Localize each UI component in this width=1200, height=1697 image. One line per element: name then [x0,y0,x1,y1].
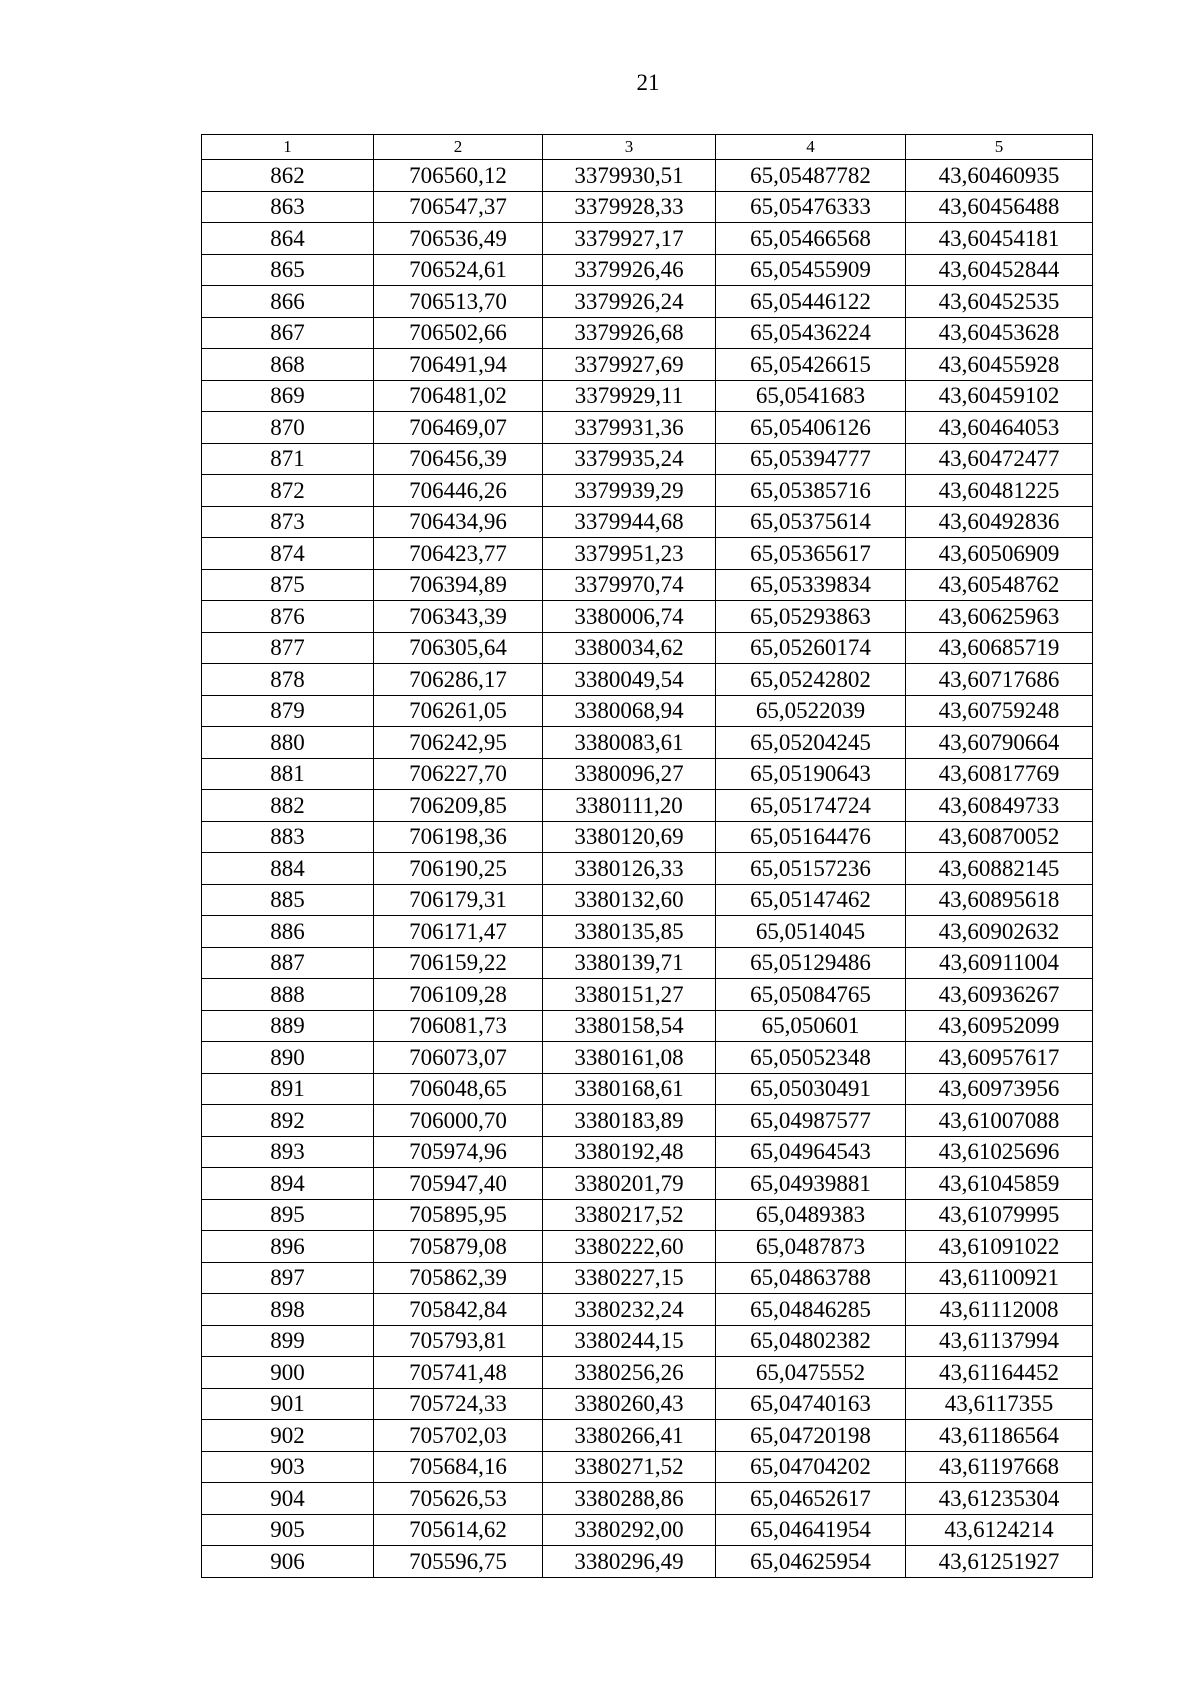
table-header-row [202,135,1093,160]
table-cell: 43,61251927 [906,1546,1093,1578]
table-cell: 706502,66 [374,317,543,349]
table-row [202,1357,1093,1389]
table-cell: 890 [202,1042,374,1074]
table-cell: 3380292,00 [543,1514,716,1546]
table-cell: 3379927,17 [543,223,716,255]
table-cell: 870 [202,412,374,444]
table-cell: 3380192,48 [543,1136,716,1168]
table-cell: 65,0489383 [716,1199,906,1231]
table-cell: 903 [202,1451,374,1483]
table-cell: 3380266,41 [543,1420,716,1452]
table-row [202,349,1093,381]
table-cell: 43,61137994 [906,1325,1093,1357]
table-cell: 3379970,74 [543,569,716,601]
table-cell: 43,61164452 [906,1357,1093,1389]
column-header: 1 [202,135,374,160]
table-cell: 43,60957617 [906,1042,1093,1074]
table-cell: 65,05129486 [716,947,906,979]
table-cell: 3380244,15 [543,1325,716,1357]
table-row [202,979,1093,1011]
table-cell: 65,05375614 [716,506,906,538]
table-cell: 3380288,86 [543,1483,716,1515]
table-cell: 65,04863788 [716,1262,906,1294]
table-cell: 706227,70 [374,758,543,790]
table-cell: 871 [202,443,374,475]
table-cell: 705724,33 [374,1388,543,1420]
table-cell: 706536,49 [374,223,543,255]
table-row [202,1262,1093,1294]
table-cell: 706469,07 [374,412,543,444]
table-cell: 705974,96 [374,1136,543,1168]
table-cell: 65,04704202 [716,1451,906,1483]
table-cell: 705879,08 [374,1231,543,1263]
table-cell: 880 [202,727,374,759]
table-cell: 65,05394777 [716,443,906,475]
table-cell: 43,60790664 [906,727,1093,759]
table-cell: 43,60625963 [906,601,1093,633]
table-cell: 706560,12 [374,160,543,192]
table-cell: 894 [202,1168,374,1200]
table-cell: 3380183,89 [543,1105,716,1137]
table-cell: 705842,84 [374,1294,543,1326]
table-cell: 3379944,68 [543,506,716,538]
table-cell: 886 [202,916,374,948]
table-row [202,758,1093,790]
table-cell: 65,04720198 [716,1420,906,1452]
table-cell: 706286,17 [374,664,543,696]
table-row [202,506,1093,538]
table-cell: 65,05242802 [716,664,906,696]
table-cell: 3379931,36 [543,412,716,444]
table-row [202,1168,1093,1200]
table-row [202,853,1093,885]
table-cell: 65,05204245 [716,727,906,759]
table-cell: 706179,31 [374,884,543,916]
table-cell: 43,60454181 [906,223,1093,255]
table-cell: 43,60506909 [906,538,1093,570]
table-cell: 705626,53 [374,1483,543,1515]
table-cell: 864 [202,223,374,255]
table-cell: 899 [202,1325,374,1357]
table-cell: 706081,73 [374,1010,543,1042]
table-cell: 3380232,24 [543,1294,716,1326]
coordinates-table [201,134,1093,1578]
table-cell: 3380006,74 [543,601,716,633]
table-cell: 65,05406126 [716,412,906,444]
table-cell: 868 [202,349,374,381]
table-cell: 706547,37 [374,191,543,223]
table-row [202,1420,1093,1452]
table-cell: 65,05293863 [716,601,906,633]
table-cell: 873 [202,506,374,538]
table-cell: 65,05487782 [716,160,906,192]
table-row [202,443,1093,475]
table-cell: 3380296,49 [543,1546,716,1578]
table-cell: 43,61235304 [906,1483,1093,1515]
table-row [202,916,1093,948]
table-cell: 705596,75 [374,1546,543,1578]
table-cell: 65,05455909 [716,254,906,286]
table-cell: 869 [202,380,374,412]
table-cell: 43,60464053 [906,412,1093,444]
table-row [202,286,1093,318]
table-cell: 3380201,79 [543,1168,716,1200]
table-cell: 43,60459102 [906,380,1093,412]
table-cell: 878 [202,664,374,696]
table-cell: 872 [202,475,374,507]
table-cell: 3380096,27 [543,758,716,790]
table-cell: 65,04846285 [716,1294,906,1326]
table-cell: 43,60936267 [906,979,1093,1011]
table-row [202,1451,1093,1483]
table-cell: 905 [202,1514,374,1546]
table-cell: 706171,47 [374,916,543,948]
table-cell: 43,60453628 [906,317,1093,349]
table-cell: 43,61079995 [906,1199,1093,1231]
table-cell: 706434,96 [374,506,543,538]
table-row [202,1042,1093,1074]
table-cell: 3379951,23 [543,538,716,570]
table-cell: 896 [202,1231,374,1263]
table-cell: 43,60717686 [906,664,1093,696]
table-cell: 705895,95 [374,1199,543,1231]
table-cell: 65,0475552 [716,1357,906,1389]
table-cell: 3380132,60 [543,884,716,916]
table-cell: 705702,03 [374,1420,543,1452]
table-cell: 3380049,54 [543,664,716,696]
table-cell: 706073,07 [374,1042,543,1074]
table-cell: 3380120,69 [543,821,716,853]
table-cell: 895 [202,1199,374,1231]
table-row [202,727,1093,759]
table-cell: 65,0487873 [716,1231,906,1263]
table-cell: 884 [202,853,374,885]
table-cell: 706343,39 [374,601,543,633]
table-row [202,191,1093,223]
table-cell: 3380260,43 [543,1388,716,1420]
table-cell: 883 [202,821,374,853]
table-cell: 43,60452535 [906,286,1093,318]
table-cell: 65,0541683 [716,380,906,412]
table-cell: 889 [202,1010,374,1042]
table-cell: 65,04987577 [716,1105,906,1137]
table-cell: 706048,65 [374,1073,543,1105]
table-cell: 904 [202,1483,374,1515]
table-cell: 706491,94 [374,349,543,381]
table-cell: 3380083,61 [543,727,716,759]
table-cell: 43,6124214 [906,1514,1093,1546]
table-row [202,1514,1093,1546]
table-cell: 65,05084765 [716,979,906,1011]
table-cell: 706456,39 [374,443,543,475]
table-cell: 3379939,29 [543,475,716,507]
table-cell: 65,0522039 [716,695,906,727]
table-cell: 3380168,61 [543,1073,716,1105]
table-cell: 888 [202,979,374,1011]
table-cell: 881 [202,758,374,790]
table-row [202,475,1093,507]
table-cell: 898 [202,1294,374,1326]
table-row [202,254,1093,286]
table-cell: 65,05157236 [716,853,906,885]
table-cell: 705862,39 [374,1262,543,1294]
table-cell: 706524,61 [374,254,543,286]
table-cell: 706242,95 [374,727,543,759]
table-row [202,632,1093,664]
table-row [202,1325,1093,1357]
table-cell: 3380271,52 [543,1451,716,1483]
table-cell: 43,60759248 [906,695,1093,727]
table-cell: 65,05385716 [716,475,906,507]
table-cell: 706481,02 [374,380,543,412]
table-cell: 706209,85 [374,790,543,822]
table-row [202,569,1093,601]
table-cell: 867 [202,317,374,349]
table-cell: 43,60460935 [906,160,1093,192]
table-cell: 892 [202,1105,374,1137]
table-cell: 43,60455928 [906,349,1093,381]
table-cell: 705614,62 [374,1514,543,1546]
table-cell: 885 [202,884,374,916]
table-cell: 43,60849733 [906,790,1093,822]
table-row [202,412,1093,444]
table-cell: 65,04740163 [716,1388,906,1420]
table-cell: 3379935,24 [543,443,716,475]
table-cell: 863 [202,191,374,223]
table-cell: 3379926,46 [543,254,716,286]
table-row [202,1105,1093,1137]
table-cell: 3379929,11 [543,380,716,412]
table-cell: 65,05476333 [716,191,906,223]
table-cell: 706190,25 [374,853,543,885]
table-cell: 65,05030491 [716,1073,906,1105]
table-cell: 65,05052348 [716,1042,906,1074]
table-cell: 705793,81 [374,1325,543,1357]
table-cell: 65,04641954 [716,1514,906,1546]
table-cell: 65,05147462 [716,884,906,916]
table-row [202,947,1093,979]
table-cell: 875 [202,569,374,601]
table-cell: 705741,48 [374,1357,543,1389]
table-cell: 3380217,52 [543,1199,716,1231]
table-cell: 862 [202,160,374,192]
table-cell: 897 [202,1262,374,1294]
table-cell: 43,60481225 [906,475,1093,507]
table-row [202,317,1093,349]
table-row [202,1294,1093,1326]
table-cell: 891 [202,1073,374,1105]
table-cell: 65,05466568 [716,223,906,255]
table-cell: 65,05260174 [716,632,906,664]
table-cell: 706261,05 [374,695,543,727]
table-cell: 43,61091022 [906,1231,1093,1263]
table-row [202,695,1093,727]
table-cell: 43,60895618 [906,884,1093,916]
table-cell: 3379927,69 [543,349,716,381]
table-cell: 893 [202,1136,374,1168]
table-row [202,821,1093,853]
table-cell: 706109,28 [374,979,543,1011]
table-cell: 43,61197668 [906,1451,1093,1483]
table-row [202,160,1093,192]
table-cell: 65,04652617 [716,1483,906,1515]
table-cell: 3380227,15 [543,1262,716,1294]
table-cell: 65,05174724 [716,790,906,822]
table-cell: 65,05365617 [716,538,906,570]
table-cell: 43,61045859 [906,1168,1093,1200]
table-row [202,1231,1093,1263]
table-row [202,380,1093,412]
table-cell: 874 [202,538,374,570]
table-cell: 43,60952099 [906,1010,1093,1042]
table-cell: 3379928,33 [543,191,716,223]
table-row [202,1136,1093,1168]
table-cell: 65,05164476 [716,821,906,853]
table-row [202,1546,1093,1578]
table-cell: 43,60817769 [906,758,1093,790]
table-cell: 3380158,54 [543,1010,716,1042]
table-cell: 43,60870052 [906,821,1093,853]
table-cell: 43,60548762 [906,569,1093,601]
table-row [202,223,1093,255]
table-cell: 65,05446122 [716,286,906,318]
table-cell: 902 [202,1420,374,1452]
table-cell: 43,60911004 [906,947,1093,979]
table-cell: 866 [202,286,374,318]
table-cell: 706000,70 [374,1105,543,1137]
column-header: 4 [716,135,906,160]
table-cell: 43,60452844 [906,254,1093,286]
table-cell: 706159,22 [374,947,543,979]
table-cell: 65,05339834 [716,569,906,601]
table-body [202,160,1093,1578]
table-cell: 43,60973956 [906,1073,1093,1105]
table-cell: 3380034,62 [543,632,716,664]
table-cell: 65,05426615 [716,349,906,381]
table-cell: 3380151,27 [543,979,716,1011]
table-cell: 43,60902632 [906,916,1093,948]
table-row [202,664,1093,696]
table-cell: 3380111,20 [543,790,716,822]
table-row [202,1073,1093,1105]
table-cell: 906 [202,1546,374,1578]
table-cell: 3380139,71 [543,947,716,979]
table-row [202,601,1093,633]
column-header: 3 [543,135,716,160]
table-row [202,538,1093,570]
table-cell: 3379926,24 [543,286,716,318]
table-cell: 65,04625954 [716,1546,906,1578]
table-cell: 706198,36 [374,821,543,853]
table-cell: 43,60456488 [906,191,1093,223]
table-cell: 65,04939881 [716,1168,906,1200]
table-cell: 3380222,60 [543,1231,716,1263]
table-row [202,1388,1093,1420]
table-cell: 43,60685719 [906,632,1093,664]
table-cell: 43,61112008 [906,1294,1093,1326]
table-row [202,790,1093,822]
table-cell: 43,61025696 [906,1136,1093,1168]
table-cell: 65,05436224 [716,317,906,349]
table-cell: 3379930,51 [543,160,716,192]
table-cell: 65,0514045 [716,916,906,948]
table-cell: 887 [202,947,374,979]
table-cell: 705684,16 [374,1451,543,1483]
table-cell: 3380126,33 [543,853,716,885]
table-row [202,884,1093,916]
table-cell: 43,61186564 [906,1420,1093,1452]
table-cell: 3380135,85 [543,916,716,948]
table-cell: 65,04802382 [716,1325,906,1357]
table-cell: 900 [202,1357,374,1389]
page-number: 21 [636,70,660,95]
table-cell: 706305,64 [374,632,543,664]
table-row [202,1483,1093,1515]
table-cell: 43,61007088 [906,1105,1093,1137]
column-header: 2 [374,135,543,160]
table-row [202,1010,1093,1042]
table-cell: 43,61100921 [906,1262,1093,1294]
table-cell: 43,60882145 [906,853,1093,885]
table-cell: 65,050601 [716,1010,906,1042]
table-cell: 882 [202,790,374,822]
table-cell: 876 [202,601,374,633]
table-cell: 706446,26 [374,475,543,507]
table-cell: 43,60472477 [906,443,1093,475]
table-cell: 65,05190643 [716,758,906,790]
table-cell: 43,6117355 [906,1388,1093,1420]
table-cell: 65,04964543 [716,1136,906,1168]
table-row [202,1199,1093,1231]
table-cell: 706394,89 [374,569,543,601]
table-cell: 865 [202,254,374,286]
table-cell: 3379926,68 [543,317,716,349]
table-cell: 43,60492836 [906,506,1093,538]
table-cell: 705947,40 [374,1168,543,1200]
table-cell: 706513,70 [374,286,543,318]
table-cell: 879 [202,695,374,727]
table-cell: 706423,77 [374,538,543,570]
column-header: 5 [906,135,1093,160]
table-cell: 877 [202,632,374,664]
table-cell: 901 [202,1388,374,1420]
table-cell: 3380161,08 [543,1042,716,1074]
table-cell: 3380068,94 [543,695,716,727]
table-cell: 3380256,26 [543,1357,716,1389]
